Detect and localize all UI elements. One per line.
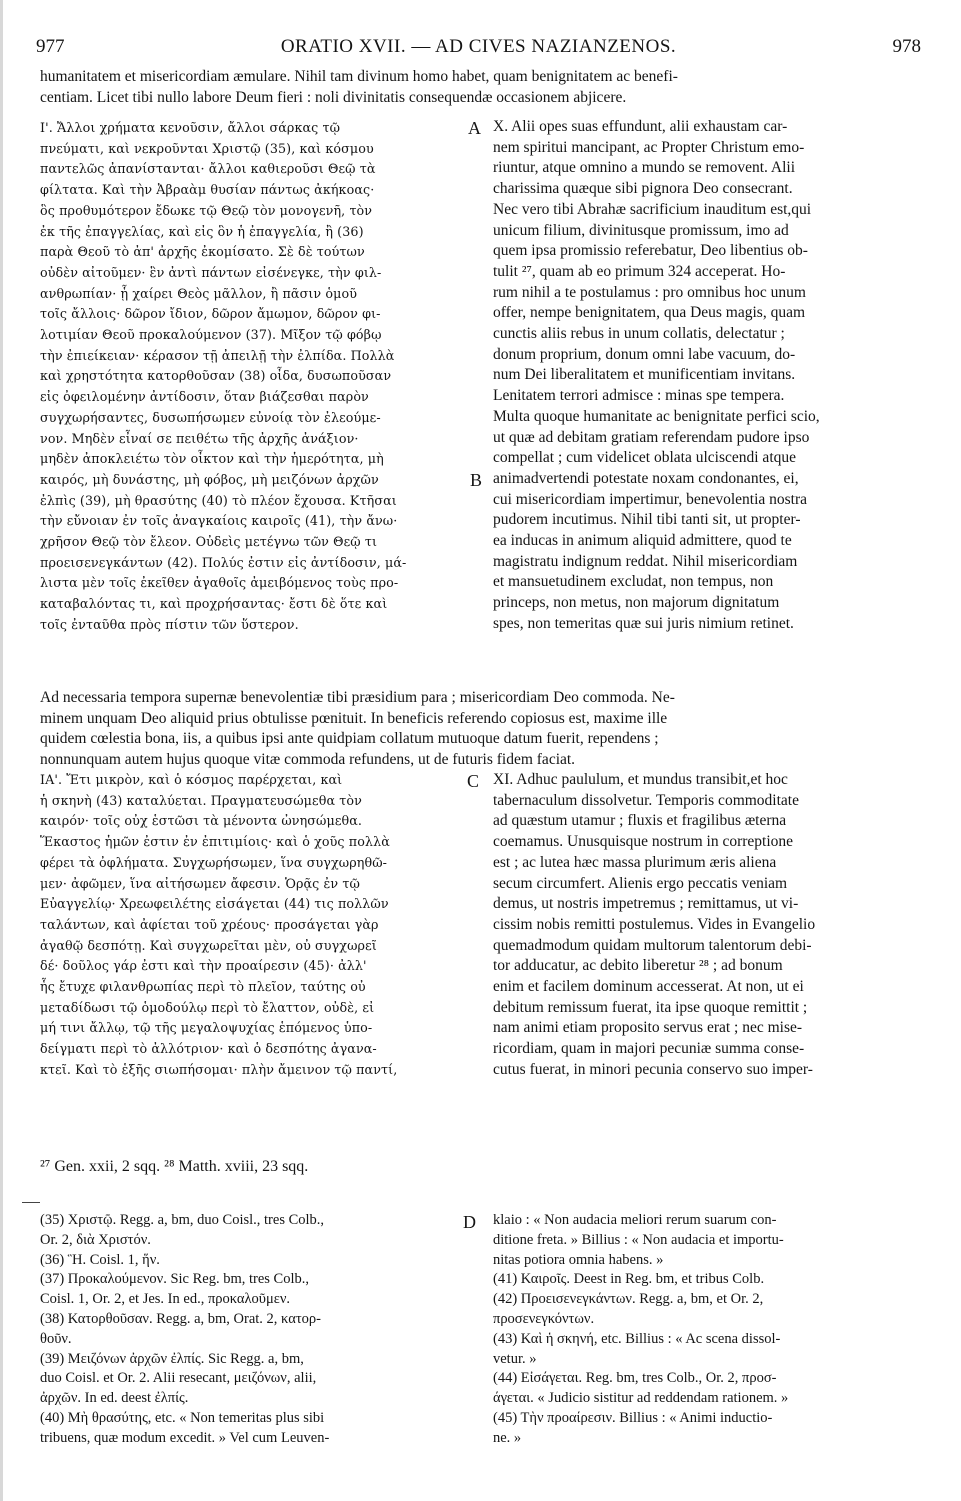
latin-full-line: minem unquam Deo aliquid prius obtulisse pœnituit. In beneficis referendo copiosus est, maxime ille [40, 709, 668, 727]
note-line: ne. » [493, 1429, 522, 1446]
greek-line: μή τινι ἄλλῳ, τῷ τῆς μεγαλοψυχίας ἑπόμενος ὑπο- [40, 1020, 373, 1036]
latin-line: coemamus. Unusquisque nostrum in correptione [493, 833, 794, 851]
margin-marker-c: C [467, 771, 480, 791]
note-line: Or. 2, διὰ Χριστόν. [40, 1231, 151, 1248]
greek-line: δείγματι περὶ τὸ ἀλλότριον· καὶ ὁ δεσπότης ἀγανα- [40, 1041, 377, 1057]
greek-line: τοῖς ἄλλοις· δῶρον ἴδιον, δῶρον ἄμωμον, δῶρον φι- [40, 306, 381, 322]
intro-line: centiam. Licet tibi nullo labore Deum fieri : noli divinitatis consequendæ occasionem abjicere. [40, 88, 627, 106]
latin-full-line: Ad necessaria tempora supernæ benevolentiæ tibi præsidium para ; misericordiam Deo commoda. Ne- [40, 689, 675, 706]
greek-line: ἐκ τῆς ἐπαγγελίας, καὶ εἰς ὃν ἡ ἐπαγγελία, ἢ (36) [40, 223, 364, 239]
right-page-number: 978 [892, 36, 921, 57]
greek-line: Εὐαγγελίῳ· Χρεωφειλέτης εἰσάγεται (44) τις πολλῶν [40, 896, 389, 912]
latin-line: ricordiam, quam in majori pecuniæ summa conse- [493, 1040, 805, 1058]
note-line: tribuens, quæ modum excedit. » Vel cum Leuven- [40, 1429, 330, 1446]
latin-line: offer, nempe benignitatem, qua Deus magis, quam [493, 304, 806, 322]
note-line: duo Coisl. et Or. 2. Alii resecant, μειζόνων, alii, [40, 1370, 317, 1387]
latin-line: tor adducatur, ac debito liberetur ²⁸ ; ad bonum [493, 957, 783, 975]
note-line: θοῦν. [40, 1330, 72, 1347]
latin-line: demus, ut nostris impetremus ; remittamus, ut vi- [493, 895, 799, 913]
latin-line: spes, non temeritas quæ sui juris nimium retinet. [493, 614, 794, 632]
margin-marker-b: B [470, 470, 483, 490]
latin-line: compellat ; cum videlicet oblata ulciscendi atque [493, 449, 796, 467]
greek-line: μεν· ἀφῶμεν, ἵνα αἰτήσωμεν ἄφεσιν. Ὁρᾷς ἐν τῷ [40, 875, 360, 891]
note-line: (39) Μειζόνων ἀρχῶν ἐλπίς. Sic Regg. a, bm, [40, 1350, 304, 1367]
notes-rule [22, 1202, 40, 1203]
greek-line: τὴν εὔνοιαν ἐν τοῖς ἀναγκαίοις καιροῖς (41), τὴν ἄνω· [40, 513, 398, 529]
greek-line: ανθρωπίαν· ᾗ χαίρει Θεὸς μᾶλλον, ἢ πᾶσιν ὁμοῦ [40, 285, 358, 301]
latin-line: quem ipsa promissio referebatur, Deo libentius ob- [493, 242, 808, 260]
latin-line: XI. Adhuc paululum, et mundus transibit,et hoc [493, 771, 788, 788]
intro-line: humanitatem et misericordiam æmulare. Nihil tam divinum homo habet, quam benignitatem ac benefi- [40, 68, 678, 85]
greek-line: προεισενεγκάντων (42). Πολύς ἐστιν εἰς ἀντίδοσιν, μά- [40, 554, 407, 570]
note-line: (41) Καιροῖς. Deest in Reg. bm, et tribus Colb. [493, 1271, 765, 1288]
latin-line: unicum filium, divinitusque promissum, imo ad [493, 221, 789, 239]
greek-line: καὶ χρηστότητα κατορθοῦσαν (38) οἶδα, δυσωποῦσαν [40, 368, 392, 384]
greek-line: Ι'. Ἄλλοι χρήματα κενοῦσιν, ἄλλοι σάρκας τῷ [40, 120, 341, 135]
greek-line: δέ· δοῦλος γάρ ἐστι καὶ τὴν προαίρεσιν (45)· ἀλλ' [40, 958, 367, 974]
margin-marker-a: A [468, 118, 481, 138]
greek-line: παντελῶς ἀπανίστανται· ἄλλοι καθιεροῦσι Θεῷ τὰ [40, 161, 376, 177]
note-line: klaio : « Non audacia meliori rerum suarum con- [493, 1212, 777, 1228]
latin-line: Lenitatem terrori admisce : minas spe tempera. [493, 387, 785, 405]
latin-line: nam animi etiam proposito servus erat ; nec mise- [493, 1019, 803, 1037]
latin-line: cui misericordiam impertimur, benevolentia nostra [493, 490, 808, 508]
latin-line: Multa quoque humanitate ac benignitate perfici scio, [493, 407, 820, 425]
greek-line: ἐλπὶς (39), μὴ θρασύτης (40) τὸ πλέον ἔχουσα. Κτῆσαι [40, 492, 397, 508]
page-header [36, 36, 921, 62]
note-line: (42) Προεισενεγκάντων. Regg. a, bm, et Or. 2, [493, 1291, 764, 1308]
greek-line: κτεῖ. Καὶ τὸ ἑξῆς σιωπήσομαι· πλὴν ἄμεινον τῷ παντί, [40, 1061, 398, 1077]
greek-line: μεταδίδωσι τῷ ὁμοδούλῳ περὶ τὸ ἔλαττον, οὐδὲ, εἰ [40, 999, 375, 1015]
latin-full-line: nonnunquam autem hujus quoque vitæ commoda refundens, ut de futuris fidem faciat. [40, 751, 576, 769]
greek-line: Ἕκαστος ἡμῶν ἐστιν ἐν ἐπιτιμίοις· καὶ ὁ χοῦς πολλὰ [40, 834, 390, 850]
greek-line: φέρει τὰ ὀφλήματα. Συγχωρήσωμεν, ἵνα συγχωρηθῶ- [40, 854, 388, 870]
latin-line: quemadmodum quidam multorum talentorum debi- [493, 936, 812, 954]
greek-line: εἰς ὀφειλομένην ἀντίδοσιν, ὅταν βιάζεσθαι παρὸν [40, 389, 369, 405]
greek-line: μηδὲν ἀποκλειέτω τὸν οἶκτον καὶ τὴν ἡμερότητα, μὴ [40, 451, 384, 467]
greek-line: καταβαλόντας τι, καὶ προχρήσαντας· ἔστι δὲ ὅτε καὶ [40, 596, 388, 612]
latin-full-line: quidem cœlestia bona, iis, a quibus ipsi ante quidpiam collatum mutuoque datum fuerit, rependens ; [40, 730, 659, 748]
margin-marker-d: D [463, 1212, 476, 1232]
note-line: (43) Καὶ ἡ σκηνή, etc. Billius : « Ac scena dissol- [493, 1330, 781, 1347]
latin-line: pudorem incutimus. Nihil tibi tanti sit, ut propter- [493, 511, 801, 529]
greek-line: ἀγαθῷ δεσπότῃ. Καὶ συγχωρεῖται μὲν, οὐ συγχωρεῖ [40, 937, 377, 953]
latin-line: ea inducas in animum aliquid admittere, quod te [493, 532, 792, 549]
greek-line: οὐδὲν αἰτοῦμεν· ἓν ἀντὶ πάντων εἰσένεγκε, τὴν φιλ- [40, 264, 382, 280]
greek-line: φίλτατα. Καὶ τὴν Ἀβραὰμ θυσίαν πάντως ἀκήκοας· [40, 182, 375, 198]
latin-line: est ; ac lutea hæc massa plurimum æris aliena [493, 853, 777, 871]
greek-line: τοῖς ἐνταῦθα πρὸς πίστιν τῶν ὕστερον. [40, 616, 299, 632]
latin-line: tabernaculum dissolvetur. Temporis commoditate [493, 791, 799, 809]
latin-line: cunctis aliis rebus in unum collatis, delectatur ; [493, 325, 785, 342]
latin-line: charissima quæque sibi pignora Deo consecrant. [493, 180, 793, 198]
latin-line: princeps, non metus, non majorum dignitatum [493, 594, 780, 612]
scripture-footnotes: ²⁷ Gen. xxii, 2 sqq. ²⁸ Matth. xviii, 23 sqq. [40, 1158, 309, 1175]
latin-line: ad quæstum utamur ; fluxis et fragilibus æterna [493, 812, 787, 830]
latin-line: secum circumfert. Alienis ergo peccatis veniam [493, 874, 788, 892]
greek-line: πνεύματι, καὶ νεκροῦνται Χριστῷ (35), καὶ κόσμου [40, 140, 374, 156]
greek-line: ἧς ἔτυχε φιλανθρωπίας περὶ τὸ πλεῖον, ταύτης οὐ [40, 979, 366, 994]
latin-line: cutus fuerat, in minori pecunia conservo suo imper- [493, 1060, 813, 1078]
greek-line: παρὰ Θεοῦ τὸ ἀπ' ἀρχῆς ἐκομίσατο. Σὲ δὲ τούτων [40, 244, 365, 260]
latin-line: enim et facilem dominum accesserat. At non, ut ei [493, 978, 804, 995]
latin-line: magistratu indignum reddat. Nihil misericordiam [493, 552, 798, 570]
greek-line: καιρός, μὴ δυνάστης, μὴ φόβος, μὴ μειζόνων ἀρχῶν [40, 471, 379, 487]
note-line: nitas potiora omnia habens. » [493, 1251, 664, 1268]
note-line: άγεται. « Judicio sistitur ad reddendam rationem. » [493, 1390, 789, 1407]
latin-line: et mansuetudinem excludat, non tempus, non [493, 573, 774, 591]
greek-line: τὴν ἐπιείκειαν· κέρασον τῇ ἀπειλῇ τὴν ἐλπίδα. Πολλὰ [40, 347, 395, 363]
latin-line: cissim nobis remitti postulemus. Vides in Evangelio [493, 915, 816, 933]
note-line: vetur. » [493, 1350, 537, 1367]
page-edge [0, 0, 3, 1501]
note-line: ditione freta. » Billius : « Non audacia et importu- [493, 1231, 784, 1248]
greek-line: ἡ σκηνὴ (43) καταλύεται. Πραγματευσώμεθα τὸν [40, 792, 362, 808]
note-line: Coisl. 1, Or. 2, et Jes. In ed., προκαλοῦμεν. [40, 1291, 291, 1308]
greek-line: ταλάντων, καὶ ἀφίεται τοῦ χρέους· προσάγεται γὰρ [40, 916, 379, 932]
latin-line: X. Alii opes suas effundunt, alii exhaustam car- [493, 118, 788, 135]
latin-line: animadvertendi potestate noxam condonantes, ei, [493, 469, 799, 487]
page-title: ORATIO XVII. — AD CIVES NAZIANZENOS. [280, 36, 677, 57]
note-line: (36) Ἣ. Coisl. 1, ἥν. [40, 1251, 160, 1268]
greek-line: ὃς προθυμότερον ἔδωκε τῷ Θεῷ τὸν μονογενῆ, τὸν [40, 202, 373, 218]
note-line: (44) Εἰσάγεται. Reg. bm, tres Colb., Or. 2, προσ- [493, 1370, 777, 1387]
latin-line: riuntur, atque omnino a mundo se removent. Alii [493, 159, 796, 177]
greek-line: συγχωρήσαντες, δυσωπήσωμεν εὐνοίᾳ τὸν ἐλεούμε- [40, 409, 381, 425]
latin-line: rum nihil a te postulamus : pro omnibus hoc unum [493, 283, 806, 301]
note-line: ἀρχῶν. In ed. deest ἐλπίς. [40, 1390, 189, 1407]
greek-line: χρῆσον Θεῷ τὸν ἔλεον. Οὐδεὶς μετέγνω τῶν Θεῷ τι [40, 534, 378, 549]
latin-line: donum proprium, donum omni labe vacuum, do- [493, 345, 796, 363]
note-line: (38) Κατορθοῦσαν. Regg. a, bm, Orat. 2, κατορ- [40, 1311, 321, 1327]
note-line: (35) Χριστῷ. Regg. a, bm, duo Coisl., tres Colb., [40, 1212, 325, 1228]
latin-line: Nec vero tibi Abrahæ sacrificium inauditum est,qui [493, 200, 812, 218]
greek-line: καιρόν· τοῖς οὐχ ἑστῶσι τὰ μένοντα ὠνησώμεθα. [40, 813, 363, 829]
note-line: (37) Προκαλούμενον. Sic Reg. bm, tres Colb., [40, 1271, 310, 1288]
note-line: προσενεγκόντων. [493, 1311, 595, 1327]
greek-line: νον. Μηδὲν εἶναί σε πειθέτω τῆς ἀρχῆς ἀνάξιον· [40, 430, 359, 446]
greek-line: λοτιμίαν Θεοῦ προκαλούμενον (37). Μῖξον τῷ φόβῳ [40, 327, 382, 342]
note-line: (40) Μὴ θρασύτης, etc. « Non temeritas plus sibi [40, 1410, 325, 1426]
latin-line: debitum remissum fuerat, ita ipse quoque remittit ; [493, 998, 808, 1016]
greek-line: λιστα μὲν τοῖς ἐκεῖθεν ἀγαθοῖς ἀμειβόμενος τοὺς προ- [40, 575, 399, 591]
latin-line: nem spiritui mancipant, ac Propter Christum emo- [493, 138, 805, 156]
left-page-number: 977 [36, 36, 65, 57]
latin-line: ut quæ ad debitam gratiam referendam pudore ipso [493, 428, 810, 446]
greek-line: ΙΑ'. Ἔτι μικρὸν, καὶ ὁ κόσμος παρέρχεται, καὶ [40, 772, 343, 787]
latin-line: num Dei liberalitatem et munificentiam invitans. [493, 366, 796, 384]
latin-line: tulit ²⁷, quam ab eo primum 324 acceperat. Ho- [493, 262, 786, 280]
note-line: (45) Τὴν προαίρεσιν. Billius : « Animi inductio- [493, 1410, 773, 1426]
